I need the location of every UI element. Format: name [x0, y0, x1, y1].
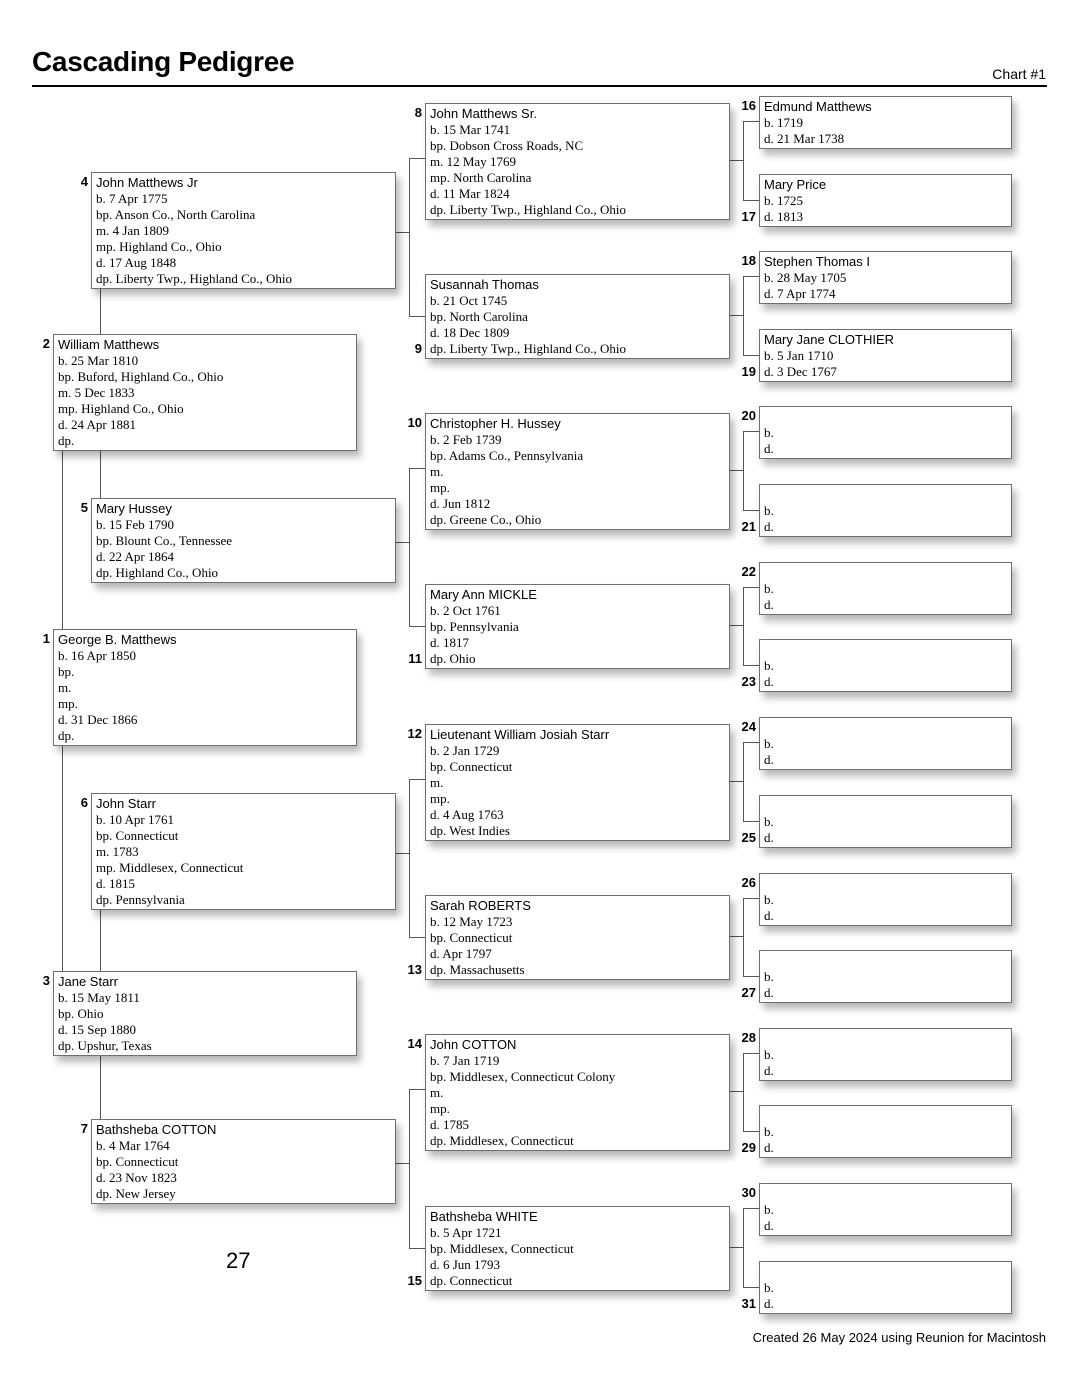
connector-line	[409, 626, 425, 627]
person-fact: bp. Connecticut	[430, 759, 513, 774]
connector-line	[409, 1248, 425, 1249]
person-fact: dp. Pennsylvania	[96, 892, 185, 907]
connector-line	[743, 431, 759, 432]
person-fact: d.	[764, 1296, 774, 1311]
person-box-15[interactable]	[425, 1206, 730, 1291]
person-fact: mp.	[430, 480, 450, 495]
ahnentafel-number: 30	[741, 1185, 756, 1200]
person-name	[764, 487, 1007, 503]
connector-line	[730, 936, 743, 937]
person-box-26[interactable]	[759, 873, 1012, 926]
person-name: John COTTON	[430, 1037, 517, 1052]
person-fact: b.	[764, 892, 774, 907]
connector-line	[743, 587, 759, 588]
person-name: Sarah ROBERTS	[430, 898, 531, 913]
person-fact: mp.	[430, 791, 450, 806]
person-name: Bathsheba WHITE	[430, 1209, 538, 1224]
person-name	[764, 409, 1007, 425]
person-name: Susannah Thomas	[430, 277, 539, 292]
person-fact: m.	[58, 680, 72, 695]
ahnentafel-number: 25	[741, 830, 756, 845]
ahnentafel-number: 9	[414, 341, 422, 356]
header-rule	[32, 85, 1047, 87]
connector-line	[743, 976, 759, 977]
connector-line	[743, 898, 759, 899]
person-box-8[interactable]	[425, 103, 730, 220]
person-fact: d. 24 Apr 1881	[58, 417, 136, 432]
person-name	[764, 565, 1007, 581]
ahnentafel-number: 8	[414, 105, 422, 120]
person-fact: d. 17 Aug 1848	[96, 255, 177, 270]
person-fact: b. 15 Mar 1741	[430, 122, 511, 137]
person-fact: b.	[764, 969, 774, 984]
connector-line	[743, 276, 744, 355]
connector-line	[743, 1053, 744, 1131]
person-fact: b.	[764, 1047, 774, 1062]
person-fact: m.	[430, 1085, 444, 1100]
person-fact: b. 7 Jan 1719	[430, 1053, 500, 1068]
person-box-2[interactable]	[53, 334, 357, 451]
connector-line	[743, 1287, 759, 1288]
person-fact: d. Apr 1797	[430, 946, 492, 961]
connector-line	[100, 910, 101, 971]
person-fact: d. 1817	[430, 635, 469, 650]
person-fact: m.	[430, 775, 444, 790]
connector-line	[730, 160, 743, 161]
person-fact: mp. Highland Co., Ohio	[58, 401, 184, 416]
person-box-25[interactable]	[759, 795, 1012, 848]
person-box-31[interactable]	[759, 1261, 1012, 1314]
person-fact: d. 23 Nov 1823	[96, 1170, 177, 1185]
person-name	[764, 1186, 1007, 1202]
connector-line	[730, 781, 743, 782]
connector-line	[409, 1089, 410, 1248]
connector-line	[743, 1208, 744, 1287]
connector-line	[409, 937, 425, 938]
connector-line	[743, 898, 744, 976]
connector-line	[743, 200, 759, 201]
person-fact: dp. West Indies	[430, 823, 510, 838]
connector-line	[730, 315, 743, 316]
person-fact: bp. Buford, Highland Co., Ohio	[58, 369, 224, 384]
person-box-6[interactable]	[91, 793, 396, 910]
person-box-13[interactable]	[425, 895, 730, 980]
person-fact: bp.	[58, 664, 75, 679]
person-box-24[interactable]	[759, 717, 1012, 770]
connector-line	[100, 289, 101, 334]
person-fact: bp. Adams Co., Pennsylvania	[430, 448, 584, 463]
person-fact: d. 3 Dec 1767	[764, 364, 837, 379]
person-box-29[interactable]	[759, 1105, 1012, 1158]
person-name: Mary Ann MICKLE	[430, 587, 537, 602]
person-fact: d.	[764, 985, 774, 1000]
ahnentafel-number: 26	[741, 875, 756, 890]
ahnentafel-number: 1	[42, 631, 50, 646]
person-fact: b. 5 Apr 1721	[430, 1225, 502, 1240]
ahnentafel-number: 14	[407, 1036, 422, 1051]
ahnentafel-number: 27	[741, 985, 756, 1000]
person-name	[764, 720, 1007, 736]
ahnentafel-number: 3	[42, 973, 50, 988]
person-fact: dp. Liberty Twp., Highland Co., Ohio	[96, 271, 293, 286]
person-name: Bathsheba COTTON	[96, 1122, 217, 1137]
person-fact: dp. New Jersey	[96, 1186, 176, 1201]
person-fact: d. 7 Apr 1774	[764, 286, 836, 301]
connector-line	[743, 276, 759, 277]
person-fact: b. 25 Mar 1810	[58, 353, 139, 368]
person-fact: dp.	[58, 433, 75, 448]
ahnentafel-number: 20	[741, 408, 756, 423]
page-number: 27	[226, 1248, 251, 1273]
person-fact: d. 4 Aug 1763	[430, 807, 504, 822]
person-fact: d. 1785	[430, 1117, 469, 1132]
connector-line	[409, 158, 425, 159]
ahnentafel-number: 4	[80, 174, 88, 189]
ahnentafel-number: 23	[741, 674, 756, 689]
person-fact: b.	[764, 1202, 774, 1217]
ahnentafel-number: 28	[741, 1030, 756, 1045]
person-fact: bp. Dobson Cross Roads, NC	[430, 138, 584, 153]
person-fact: b.	[764, 736, 774, 751]
person-fact: d. 15 Sep 1880	[58, 1022, 136, 1037]
person-fact: bp. Connecticut	[96, 828, 179, 843]
person-fact: d.	[764, 830, 774, 845]
ahnentafel-number: 13	[407, 962, 422, 977]
person-fact: d. 18 Dec 1809	[430, 325, 510, 340]
person-fact: m.	[430, 464, 444, 479]
connector-line	[396, 232, 409, 233]
connector-line	[743, 510, 759, 511]
person-box-1[interactable]	[53, 629, 357, 746]
page-title: Cascading Pedigree	[32, 46, 295, 77]
connector-line	[743, 821, 759, 822]
person-name: George B. Matthews	[58, 632, 177, 647]
person-box-5[interactable]	[91, 498, 396, 583]
person-box-3[interactable]	[53, 971, 357, 1056]
ahnentafel-number: 19	[741, 364, 756, 379]
person-fact: b. 5 Jan 1710	[764, 348, 834, 363]
ahnentafel-number: 6	[80, 795, 88, 810]
person-box-16[interactable]	[759, 96, 1012, 149]
person-fact: dp. Middlesex, Connecticut	[430, 1133, 574, 1148]
person-box-9[interactable]	[425, 274, 730, 359]
connector-line	[743, 355, 759, 356]
person-fact: bp. Connecticut	[430, 930, 513, 945]
connector-line	[743, 1131, 759, 1132]
person-fact: d. 22 Apr 1864	[96, 549, 174, 564]
person-name: John Starr	[96, 796, 156, 811]
person-box-22[interactable]	[759, 562, 1012, 615]
connector-line	[743, 1208, 759, 1209]
person-fact: dp. Liberty Twp., Highland Co., Ohio	[430, 341, 627, 356]
person-fact: bp. Anson Co., North Carolina	[96, 207, 256, 222]
connector-line	[743, 742, 744, 821]
connector-line	[743, 742, 759, 743]
person-name: John Matthews Sr.	[430, 106, 537, 121]
person-fact: b. 7 Apr 1775	[96, 191, 168, 206]
ahnentafel-number: 5	[80, 500, 88, 515]
person-fact: b. 2 Jan 1729	[430, 743, 500, 758]
person-fact: m. 4 Jan 1809	[96, 223, 169, 238]
person-box-18[interactable]	[759, 251, 1012, 304]
person-fact: b. 10 Apr 1761	[96, 812, 174, 827]
ahnentafel-number: 18	[741, 253, 756, 268]
connector-line	[743, 1053, 759, 1054]
person-fact: b.	[764, 1280, 774, 1295]
person-fact: b. 28 May 1705	[764, 270, 847, 285]
person-name: John Matthews Jr	[96, 175, 198, 190]
person-fact: b.	[764, 658, 774, 673]
person-fact: d.	[764, 752, 774, 767]
person-fact: dp.	[58, 728, 75, 743]
ahnentafel-number: 21	[741, 519, 756, 534]
person-fact: bp. Middlesex, Connecticut	[430, 1241, 574, 1256]
ahnentafel-number: 22	[741, 564, 756, 579]
connector-line	[409, 158, 410, 316]
person-fact: bp. Middlesex, Connecticut Colony	[430, 1069, 616, 1084]
person-fact: bp. Pennsylvania	[430, 619, 519, 634]
person-box-12[interactable]	[425, 724, 730, 841]
person-fact: dp. Massachusetts	[430, 962, 525, 977]
person-box-14[interactable]	[425, 1034, 730, 1151]
person-fact: b.	[764, 581, 774, 596]
connector-line	[743, 431, 744, 510]
person-name	[764, 642, 1007, 658]
person-fact: d. 1813	[764, 209, 803, 224]
person-fact: bp. Connecticut	[96, 1154, 179, 1169]
ahnentafel-number: 10	[407, 415, 422, 430]
person-fact: mp. Middlesex, Connecticut	[96, 860, 244, 875]
ahnentafel-number: 29	[741, 1140, 756, 1155]
person-fact: d.	[764, 674, 774, 689]
person-fact: bp. North Carolina	[430, 309, 528, 324]
connector-line	[409, 779, 425, 780]
person-fact: dp. Upshur, Texas	[58, 1038, 152, 1053]
ahnentafel-number: 17	[741, 209, 756, 224]
ahnentafel-number: 12	[407, 726, 422, 741]
person-fact: d.	[764, 597, 774, 612]
person-fact: b.	[764, 425, 774, 440]
person-fact: b. 2 Feb 1739	[430, 432, 502, 447]
person-fact: d.	[764, 1140, 774, 1155]
person-fact: b. 2 Oct 1761	[430, 603, 501, 618]
person-name: Mary Hussey	[96, 501, 172, 516]
person-fact: m. 5 Dec 1833	[58, 385, 135, 400]
ahnentafel-number: 16	[741, 98, 756, 113]
connector-line	[743, 665, 759, 666]
person-fact: b.	[764, 503, 774, 518]
person-fact: dp. Ohio	[430, 651, 476, 666]
person-box-20[interactable]	[759, 406, 1012, 459]
connector-line	[409, 468, 410, 626]
person-box-27[interactable]	[759, 950, 1012, 1003]
person-fact: b. 15 Feb 1790	[96, 517, 174, 532]
connector-line	[100, 1056, 101, 1119]
person-fact: mp.	[430, 1101, 450, 1116]
person-fact: bp. Blount Co., Tennessee	[96, 533, 233, 548]
person-fact: dp. Liberty Twp., Highland Co., Ohio	[430, 202, 627, 217]
person-box-19[interactable]	[759, 329, 1012, 382]
ahnentafel-number: 24	[741, 719, 756, 734]
person-name: Mary Jane CLOTHIER	[764, 332, 895, 347]
person-fact: d.	[764, 519, 774, 534]
person-fact: b. 4 Mar 1764	[96, 1138, 170, 1153]
person-name: William Matthews	[58, 337, 160, 352]
person-fact: m. 1783	[96, 844, 139, 859]
ahnentafel-number: 31	[741, 1296, 756, 1311]
connector-line	[409, 779, 410, 937]
connector-line	[396, 542, 409, 543]
person-fact: mp. North Carolina	[430, 170, 532, 185]
person-name: Lieutenant William Josiah Starr	[430, 727, 610, 742]
connector-line	[409, 1089, 425, 1090]
connector-line	[743, 587, 744, 665]
ahnentafel-number: 2	[42, 336, 50, 351]
person-fact: d. 6 Jun 1793	[430, 1257, 501, 1272]
person-box-4[interactable]	[91, 172, 396, 289]
person-fact: b. 15 May 1811	[58, 990, 140, 1005]
person-name: Jane Starr	[58, 974, 118, 989]
connector-line	[730, 470, 743, 471]
person-name	[764, 1264, 1007, 1280]
person-fact: b. 12 May 1723	[430, 914, 513, 929]
footer-credit: Created 26 May 2024 using Reunion for Macintosh	[752, 1330, 1046, 1345]
person-name	[764, 1031, 1007, 1047]
person-fact: b. 1719	[764, 115, 803, 130]
person-box-28[interactable]	[759, 1028, 1012, 1081]
ahnentafel-number: 11	[408, 651, 422, 666]
person-fact: mp. Highland Co., Ohio	[96, 239, 222, 254]
person-fact: mp.	[58, 696, 78, 711]
person-fact: b. 16 Apr 1850	[58, 648, 136, 663]
person-name: Stephen Thomas I	[764, 254, 870, 269]
connector-line	[743, 121, 744, 200]
person-box-7[interactable]	[91, 1119, 396, 1204]
connector-line	[730, 1091, 743, 1092]
ahnentafel-number: 7	[80, 1121, 88, 1136]
person-fact: d.	[764, 908, 774, 923]
person-fact: d. 1815	[96, 876, 135, 891]
person-fact: b.	[764, 814, 774, 829]
connector-line	[743, 121, 759, 122]
person-fact: d. Jun 1812	[430, 496, 491, 511]
connector-line	[409, 468, 425, 469]
person-box-10[interactable]	[425, 413, 730, 530]
person-fact: dp. Connecticut	[430, 1273, 513, 1288]
person-fact: m. 12 May 1769	[430, 154, 516, 169]
person-fact: d. 11 Mar 1824	[430, 186, 510, 201]
connector-line	[730, 625, 743, 626]
person-box-21[interactable]	[759, 484, 1012, 537]
person-fact: dp. Highland Co., Ohio	[96, 565, 219, 580]
person-fact: d.	[764, 1063, 774, 1078]
person-name	[764, 1108, 1007, 1124]
person-fact: b. 1725	[764, 193, 803, 208]
person-box-17[interactable]	[759, 174, 1012, 227]
person-fact: d. 21 Mar 1738	[764, 131, 845, 146]
person-box-11[interactable]	[425, 584, 730, 669]
person-box-30[interactable]	[759, 1183, 1012, 1236]
person-fact: d. 31 Dec 1866	[58, 712, 138, 727]
connector-line	[396, 853, 409, 854]
connector-line	[100, 451, 101, 498]
person-box-23[interactable]	[759, 639, 1012, 692]
person-name	[764, 876, 1007, 892]
person-name	[764, 798, 1007, 814]
ahnentafel-number: 15	[407, 1273, 422, 1288]
person-fact: d.	[764, 441, 774, 456]
connector-line	[396, 1163, 409, 1164]
person-fact: b.	[764, 1124, 774, 1139]
connector-line	[409, 316, 425, 317]
person-name: Mary Price	[764, 177, 827, 192]
person-name: Edmund Matthews	[764, 99, 872, 114]
chart-number: Chart #1	[992, 66, 1046, 82]
person-fact: bp. Ohio	[58, 1006, 104, 1021]
person-fact: b. 21 Oct 1745	[430, 293, 508, 308]
person-name: Christopher H. Hussey	[430, 416, 561, 431]
person-fact: dp. Greene Co., Ohio	[430, 512, 542, 527]
person-name	[764, 953, 1007, 969]
connector-line	[730, 1247, 743, 1248]
person-fact: d.	[764, 1218, 774, 1233]
